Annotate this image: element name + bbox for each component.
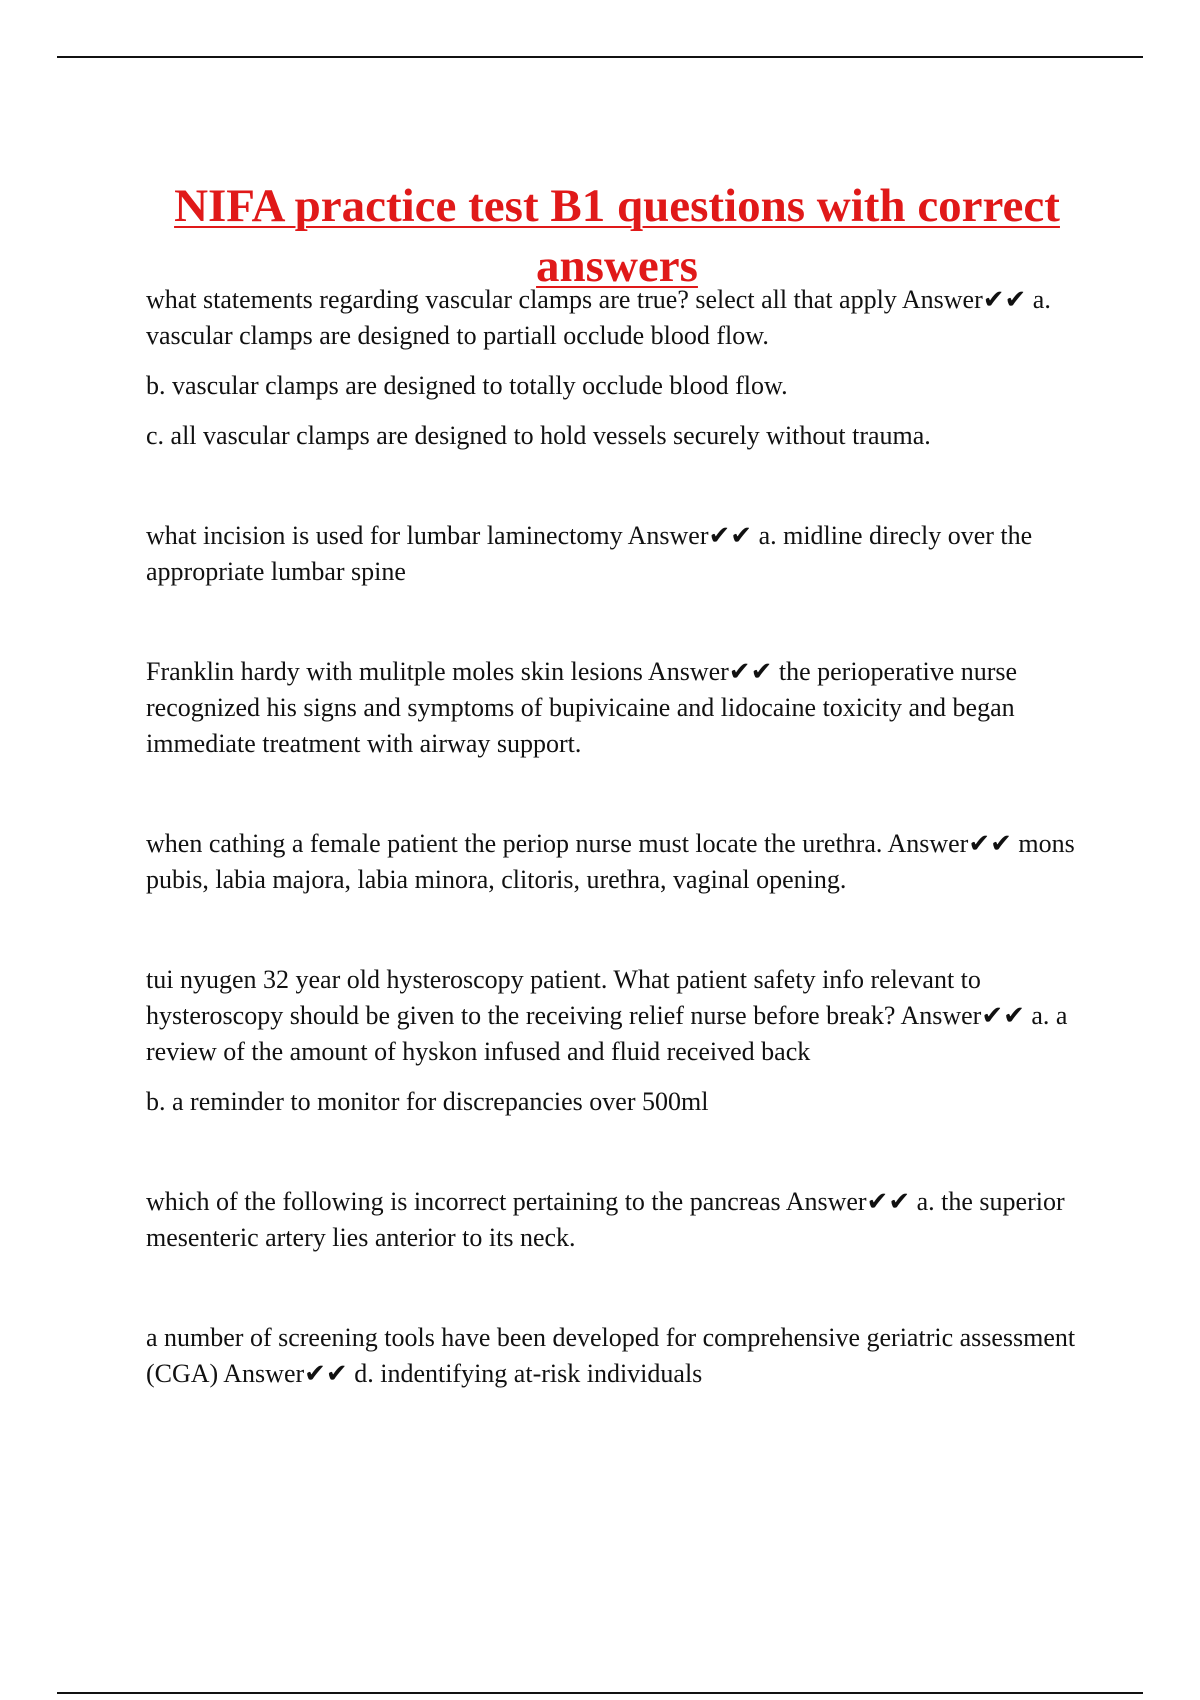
header-rule (57, 56, 1143, 58)
question-7-paragraph: a number of screening tools have been developed for comprehensive geriatric assessment (CGA) Answer✔✔ d. indentifying at-risk individuals (146, 1323, 1076, 1388)
question-4-paragraph: when cathing a female patient the periop nurse must locate the urethra. Answer✔✔ mons pubis, labia majora, labia minora, clitoris, urethra, vaginal opening. (146, 829, 1075, 894)
question-1-paragraph: what statements regarding vascular clamps are true? select all that apply Answer✔✔ a. vascular clamps are designed to partiall occlude blood flow. (146, 285, 1051, 350)
footer-rule (57, 1692, 1143, 1694)
question-2-paragraph: what incision is used for lumbar laminectomy Answer✔✔ a. midline direcly over the appropriate lumbar spine (146, 521, 1033, 586)
question-1-option-c: c. all vascular clamps are designed to hold vessels securely without trauma. (146, 421, 931, 450)
question-5-paragraph: tui nyugen 32 year old hysteroscopy patient. What patient safety info relevant to hysteroscopy should be given to the receiving relief nurse before break? Answer✔✔ a. a review of the amount of hyskon infused and fluid received back (146, 965, 1068, 1066)
document-title: NIFA practice test B1 questions with correct answers (174, 180, 1060, 293)
question-1-option-b: b. vascular clamps are designed to totally occlude blood flow. (146, 371, 788, 400)
document-body (146, 282, 1096, 1392)
question-3-paragraph: Franklin hardy with mulitple moles skin lesions Answer✔✔ the perioperative nurse recognized his signs and symptoms of bupivicaine and lidocaine toxicity and began immediate treatment with airway support. (146, 657, 1018, 758)
question-6-paragraph: which of the following is incorrect pertaining to the pancreas Answer✔✔ a. the superior mesenteric artery lies anterior to its neck. (146, 1187, 1065, 1252)
question-5-option-b: b. a reminder to monitor for discrepancies over 500ml (146, 1087, 709, 1116)
